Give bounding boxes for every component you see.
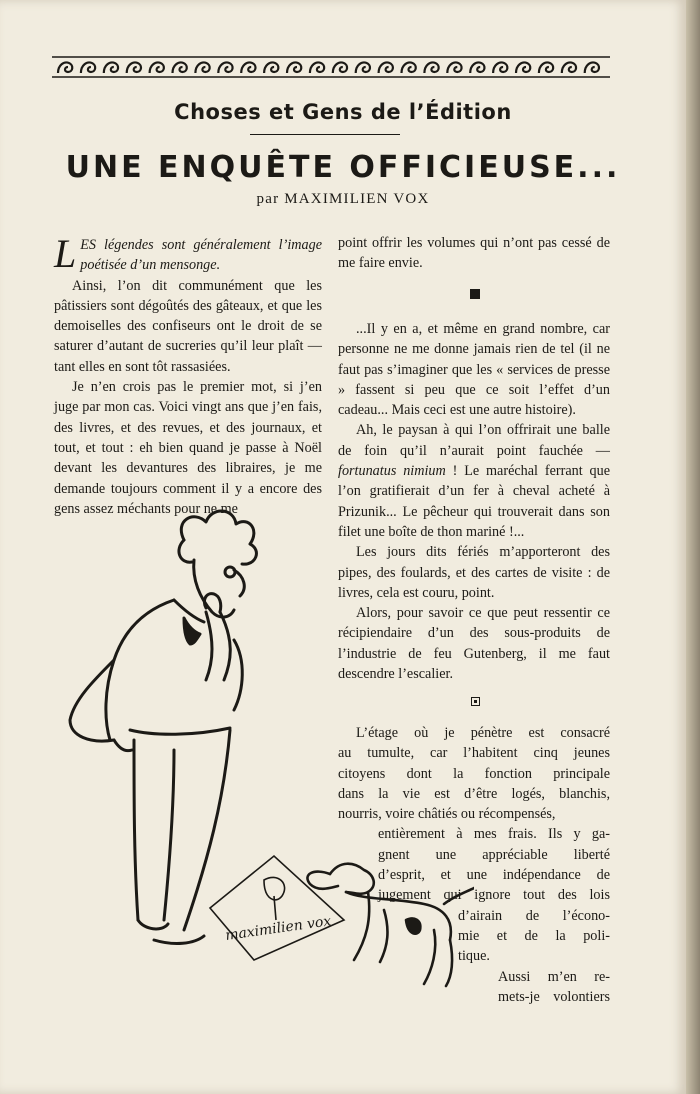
wave-ornament (264, 62, 278, 73)
text-line: Aussi m’en re- (498, 968, 610, 985)
lead-text: ES légendes sont généralement l’image poétisée d’un mensonge. (80, 237, 322, 274)
text-line: L’étage où je pénètre est consacré (356, 725, 610, 741)
wave-ornament (81, 62, 95, 73)
section-title: Choses et Gens de l’Édition (174, 100, 512, 124)
wave-ornament (447, 62, 461, 73)
text-line: citoyens dont la fonction principale (338, 765, 610, 782)
text-line: tique. (458, 948, 490, 965)
text-line: entièrement à mes frais. Ils y ga- (378, 826, 610, 843)
paragraph: Je n’en crois pas le premier mot, si j’en juge par mon cas. Voici vingt ans que j’en fais, des livres, et des revues, et des journaux, et tout, et tout : eh bien quand je passe à Noël devant les devantures des libraires, je me demande toujours comment il y a encore des gens assez méchants pour ne me (54, 379, 322, 517)
wave-ornament (562, 62, 576, 73)
wave-ornament (516, 62, 530, 73)
illustration-man-and-dog (34, 500, 474, 1000)
wave-ornament (493, 62, 507, 73)
wave-ornament (333, 62, 347, 73)
decorative-wave-border (52, 55, 610, 79)
page-title: UNE ENQUÊTE OFFICIEUSE... (65, 150, 621, 185)
paragraph: Les jours dits fériés m’apporteront des pipes, des foulards, et des cartes de visite : de livres, cela est couru, point. (338, 544, 610, 601)
text-line: jugement qui ignore tout des lois (378, 887, 610, 904)
illustration-signature: maximilien vox (224, 913, 333, 944)
wave-ornament (585, 62, 599, 73)
title-divider (250, 134, 400, 135)
paragraph: point offrir les volumes qui n’ont pas cessé de me faire envie. (338, 235, 610, 272)
drop-cap: L (54, 231, 77, 276)
text-line: mie et de la poli- (458, 927, 610, 944)
wave-ornament (539, 62, 553, 73)
wave-ornament (104, 62, 118, 73)
wave-ornament (310, 62, 324, 73)
latin-phrase: fortunatus nimium (338, 463, 446, 480)
text-line: mets-je volontiers (498, 988, 610, 1005)
wave-ornament (150, 62, 164, 73)
text-line: au tumulte, car l’habitent cinq jeunes (338, 745, 610, 762)
article-column-right-top (338, 233, 610, 274)
text-line: dans la vie est d’être logés, blanchis, (338, 785, 610, 802)
paragraph: ...Il y en a, et même en grand nombre, car personne ne me donne jamais rien de tel (il ne faut pas s’imaginer que les « services de presse » fassent si peu que ce soit l’effet d’un cadeau... Mais ceci est une autre histoire). (338, 321, 610, 419)
article-column-left (54, 231, 322, 519)
wave-ornament (218, 62, 232, 73)
wave-ornament (58, 62, 72, 73)
wave-ornament (356, 62, 370, 73)
text-line: gnent une appréciable liberté (378, 846, 610, 863)
wave-ornament (241, 62, 255, 73)
byline: par MAXIMILIEN VOX (256, 191, 430, 207)
text-line: d’esprit, et une indépendance de (378, 867, 610, 884)
wave-ornament (127, 62, 141, 73)
paragraph: Alors, pour savoir ce que peut ressentir ce récipiendaire d’un des sous-produits de l’industrie de feu Gutenberg, il me faut descendre l’escalier. (338, 605, 610, 683)
wave-ornament (195, 62, 209, 73)
wave-ornament (173, 62, 187, 73)
page-edge (686, 0, 700, 1094)
text-line: d’airain de l’écono- (458, 907, 610, 924)
paragraph: Ah, le paysan à qui l’on offrirait une balle de foin qu’il n’aurait point fauchée — fortunatus nimium ! Le maréchal ferrant que l’on gratifierait d’un fer à cheval acheté à Prizunik... Le pêcheur qui trouverait dans son filet une boîte de thon mariné !... (338, 422, 610, 540)
paragraph: Ainsi, l’on dit communément que les pâtissiers sont dégoûtés des gâteaux, et que les demoiselles des confiseurs ont le droit de se saturer d’autant de sucreries qu’il leur plaît — tant elles en sont tôt rassasiées. (54, 277, 322, 375)
wave-ornament (424, 62, 438, 73)
section-ornament (470, 289, 480, 299)
lead-paragraph (54, 231, 322, 276)
wave-ornament (470, 62, 484, 73)
wave-ornament (287, 62, 301, 73)
wave-ornament (379, 62, 393, 73)
wave-ornament (402, 62, 416, 73)
text-line: nourris, voire châtiés ou récompensés, (338, 806, 556, 823)
